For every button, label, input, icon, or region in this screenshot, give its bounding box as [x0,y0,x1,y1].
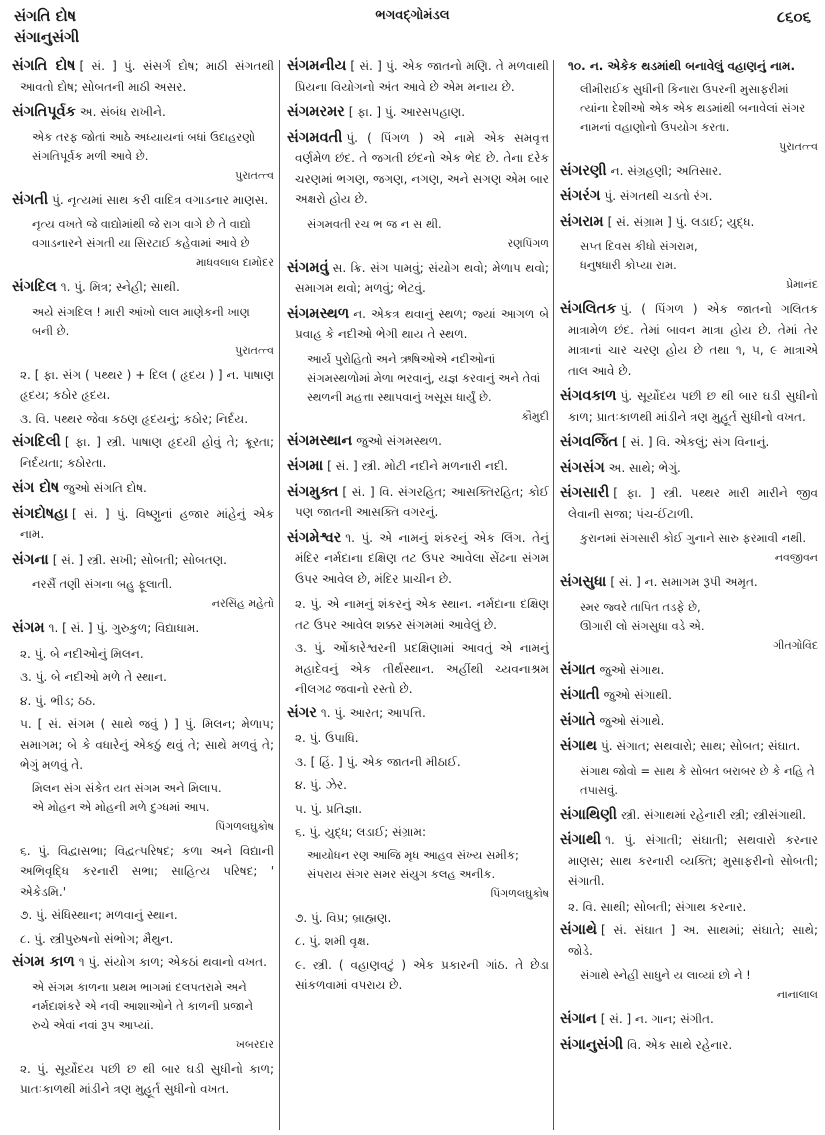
sense-definition: ૩. વિ. પથ્થર જેવા કઠણ હૃદયનું; કઠોર; નિર્દય. [20,411,249,426]
sense-definition: ૨. પું. બે નદીઓનું મિલન. [20,646,144,661]
book-title: ભગવદ્‌ગોમંડલ [375,8,450,23]
definition: [ સં. ] પું. એક જાતનો મણિ. તે મળવાથી પ્રિયના વિયોગનો અંત આવે છે એમ મનાય છે. [295,59,549,94]
definition: પું. સંગતથી ચડતો રંગ. [604,189,713,203]
definition: ન. સંગ્રહણી; અતિસાર. [610,163,722,178]
definition: અ. સંબંધ રાખીને. [79,105,166,119]
dictionary-entry [560,805,818,826]
headword: સંગલિતક [560,301,617,317]
definition: [ સં. ] વિ. એકલું; સંગ વિનાનું. [621,435,770,449]
dictionary-entry [560,386,818,427]
dictionary-entry [560,660,818,681]
citation-quote [287,215,549,253]
quote-line: સપ્ત દિવસ કીધો સંગરામ, [580,239,698,253]
sense-definition: ૩. [ હિં. ] પું. એક જાતની મીઠાઈ. [295,754,461,769]
headword: સંગવકાળ [560,388,617,404]
definition: પું. ( પિંગળ ) એક જાતનો ગલિતક માત્રામેળ છંદ. તેમાં બાવન માત્રા હોય છે. તેમાં તેર માત્રાનાં ચાર ચરણ હોય છે તથા ૧, ૫, ૯ માત્રાએ તાલ આવે છે. [568,302,818,378]
sense-definition: ૨. પું. ઉપાધિ. [295,731,359,745]
dictionary-entry [560,483,818,524]
dictionary-entry [287,128,549,210]
citation-quote [12,978,274,1054]
headword: સંગમવતી [287,129,343,146]
dictionary-entry [287,258,549,299]
headword: સંગમસ્થાન [287,432,353,449]
headword: સંગાથી [560,832,602,848]
definition: પું. સૂર્યોદય પછી છ થી બાર ઘડી સુધીનો કાળ; પ્રાતઃકાળથી માંડીને ત્રણ મુહૂર્ત સુધીનો વખત. [568,389,818,424]
dictionary-entry [287,456,549,477]
headword: સંગાતી [560,687,600,703]
dictionary-entry [560,212,818,233]
sense-definition: ૭. પું. સંધિસ્થાન; મળવાનું સ્થાન. [20,908,178,922]
quote-line: અયે સંગદિલ ! મારી આંખો લાલ માણેકની ખાણ બની છે. [32,304,250,338]
definition: [ સં. ] વિ. સંગરહિત; આસક્તિરહિત; કોઈ પણ જાતની આસક્તિ વગરનું. [295,484,549,519]
headword: સંગાનુસંગી [560,1036,624,1053]
definition: ૧. પું. આરત; આપત્તિ. [320,705,426,720]
quote-source: નરસિંહ મહેતો [211,597,274,610]
dictionary-entry [287,304,549,345]
quote-source: માધવલાલ દામોદર [196,256,274,269]
definition: [ ફા. ] સ્ત્રી. પાષાણ હૃદયી હોવું તે; ક્રૂરતા; નિર્દયતા; કઠોરતા. [20,435,274,470]
definition: ન. એકત્ર થવાનું સ્થળ; જ્યાં આગળ બે પ્રવાહ કે નદીઓ ભેગી થાય તે સ્થળ. [295,306,549,341]
dictionary-entry [12,550,274,571]
quote-source: કૌમુદી [521,409,549,423]
quote-line: નરસૈં તણી સંગના બહુ ફૂલાતી. [32,577,173,591]
headword: સંગમા [287,458,324,474]
citation-quote [12,779,274,836]
column-1 [12,56,274,1131]
sense-definition: ૮. પું. શમી વૃક્ષ. [295,934,370,948]
citation-quote [12,303,274,360]
dictionary-entry [12,102,274,123]
definition: [ સં. સંગ્રામ ] પું. લડાઈ; યુદ્ધ. [607,214,755,229]
citation-quote [12,575,274,613]
quote-line: સંગમવતી રચ ભ જ ન સ થી. [307,216,442,231]
sense-definition: ૨. વિ. સાથી; સોબતી; સંગાથ કરનાર. [568,899,747,914]
quote-source: પ્રેમાનંદ [786,278,818,291]
headword: સંગતિપૂર્વક [12,104,76,120]
quote-line: સંગાથ જોવો = સાથ કે સોબત બરાબર છે કે નહિ તે તપાસવું. [580,763,815,797]
quote-line: ઊગારી લો સંગસુધા વડે એ. [580,618,705,633]
sense-definition: ૩. પું. બે નદીઓ મળે તે સ્થાન. [20,670,167,684]
dictionary-entry [287,528,549,590]
sense-definition: ૫. [ સં. સંગમ ( સાથે જવું ) ] પું. મિલન; મેળાપ; સમાગમ; બે કે વધારેનું એકઠું થવું તે; સાથે મળવું તે; ભેગું મળવું તે. [20,717,274,772]
definition: વિ. એક સાથે રહેનાર. [627,1037,733,1052]
quote-line: આર્ય પુરોહિતો અને ઋષિઓએ નદીઓનાં સંગમસ્થળોમાં મેળા ભરવાનું, યજ્ઞ કરવાનું અને તેવાં સ્થળની મહત્તા સ્થાપવાનું ખસૂસ ધાર્યું છે. [307,351,541,404]
definition: જુઓ સંગાથી. [603,688,672,702]
dictionary-entry [560,186,818,207]
headword: સંગદિલ [12,279,57,295]
headword: સંગાથિણી [560,806,618,823]
definition: ૧. પું. સંગાતી; સંઘાતી; સથવારો કરનાર માણસ; સાથ કરનારી વ્યક્તિ; મુસાફરીનો સોબતી; સંગાતી. [568,833,818,888]
quote-source: પિંગળલઘુકોષ [490,886,549,900]
definition: જુઓ સંગતિ દોષ. [63,481,147,495]
definition: ૧ પું. સંયોગ કાળ; એકઠાં થવાનો વખત. [78,955,267,969]
definition: [ સં. સંઘાત ] અ. સાથમાં; સંઘાતે; સાથે; જોડે. [568,923,818,958]
quote-line: ધનુષધારી કોપ્યા રામ. [580,258,677,272]
sense-definition: ૮. પું. સ્ત્રીપુરુષનો સંભોગ; મૈથુન. [20,931,174,946]
headword: સંગમસ્થળ [287,305,350,322]
dictionary-entry [560,572,818,593]
dictionary-entry [287,703,549,724]
headword: સંગમ [12,620,45,636]
quote-source: પુરાતત્ત્વ [235,168,274,182]
column-3 [560,56,818,1131]
headword: સંગાત [560,661,596,678]
quote-source: પિંગળલઘુકોષ [215,819,274,833]
definition: પું. સંગાત; સથવારો; સાથ; સોબત; સંઘાત. [601,739,801,753]
headword: સંગસુધા [560,574,607,590]
headword: સંગમરમર [287,104,345,120]
dictionary-entry [560,711,818,732]
dictionary-entry [12,478,274,499]
definition: જુઓ સંગાથ. [599,662,665,677]
headword: સંગમવું [287,259,329,276]
sense-definition: ૪. પું. ભીડ; ઠઠ. [20,693,96,708]
dictionary-entry [12,952,274,973]
headword: સંગતી [12,191,49,208]
sense-definition: ૯. સ્ત્રી. ( વહાણવટું ) એક પ્રકારની ગાંઠ. તે છેડા સાંકળવામાં વપરાય છે. [295,957,549,992]
definition: [ સં. ] ન. સમાગમ રૂપી અમૃત. [610,575,758,589]
citation-quote [560,762,818,800]
dictionary-entry [560,299,818,381]
definition: જુઓ સંગાથે. [599,713,665,728]
column-divider [279,60,280,1130]
dictionary-entry [287,56,549,97]
dictionary-entry [560,920,818,961]
headword: સંગાતે [560,712,596,729]
dictionary-entry [560,1009,818,1030]
dictionary-entry [560,830,818,892]
definition: [ સં. ] પું. સંસર્ગ દોષ; માઠી સંગતથી આવતો દોષ; સોબતની માઠી અસર. [20,59,274,94]
definition: [ સં. ] ન. ગાન; સંગીત. [600,1012,714,1026]
dictionary-entry [12,432,274,473]
quote-line: એક તરફ જોતાં આઠે અધ્યાયનાં બધાં ઉદાહરણો સંગતિપૂર્વક મળી આવે છે. [32,129,256,163]
citation-quote [12,128,274,185]
headword: સંગમુક્ત [287,483,339,500]
definition: [ ફા. ] સ્ત્રી. પથ્થર મારી મારીને જીવ લેવાની સજા; પંચ-ઈંટાળી. [568,486,818,521]
quote-source: ખબરદાર [235,1037,274,1051]
quote-line: મિલન સંગ સંકેત યત સંગમ અને મિલાપ. [32,780,222,795]
headword: સંગમેશ્વર [287,529,342,546]
first-guide-word: સંગતિ દોષ [14,7,77,25]
quote-source: ગીતગોવિંદ [773,638,818,652]
page-number: ૮૬૦૬ [776,8,811,26]
quote-source: પુરાતત્ત્વ [235,343,274,357]
headword: સંગર [287,704,317,721]
citation-quote [287,846,549,903]
headword: સંગવર્જિત [560,434,618,450]
headword: સંગાન [560,1011,597,1027]
sense-definition: ૧૦. ન. એકેક થડમાંથી બનાવેલું વહાણનું નામ. [568,59,795,73]
headword: સંગમ કાળ [12,954,75,970]
citation-quote [12,215,274,272]
dictionary-entry [287,102,549,123]
dictionary-entry [560,1035,818,1056]
quote-line: નૃત્ય વખતે જે વાદ્યોમાંથી જે રાગ વાગે છે તે વાદ્યો વગાડનારને સંગતી યા સિરટાઈ કહેવામાં આવે છે [32,217,251,250]
sense-definition: ૨. [ ફા. સંગ ( પથ્થર ) + દિલ ( હૃદય ) ] ન. પાષાણ હૃદય; કઠોર હૃદય. [20,367,274,402]
headword: સંગતિ દોષ [12,58,76,74]
quote-line: સ્મર જ્વરે તાપિત તડફે છે, [580,599,701,614]
definition: ૧. પું. મિત્ર; સ્નેહી; સાથી. [60,280,180,294]
sense-definition: ૩. પું. ઓંકારેશ્વરની પ્રદક્ષિણામાં આવતું એ નામનું મહાદેવનું એક તીર્થસ્થાન. અહીંથી ચ્યવનાશ્રમ નીલગઢ જવાનો રસ્તો છે. [295,641,549,696]
headword: સંગદોષહા [12,505,69,522]
sense-definition: ૫. પું. પ્રતિજ્ઞા. [295,801,363,816]
sense-definition: ૬. પું. યુદ્ધ; લડાઈ; સંગ્રામ: [295,825,427,839]
quote-line: એ મોહન એ મોહની મળે દુગ્ધમાં આપ. [32,799,210,814]
definition: અ. સાથે; ભેગું. [608,460,681,475]
dictionary-entry [12,56,274,97]
dictionary-entry [560,736,818,757]
dictionary-entry [287,431,549,452]
definition: જુઓ સંગમસ્થળ. [356,433,442,448]
column-2 [287,56,549,1131]
dictionary-entry [12,618,274,639]
sense-definition: ૨. પું. સૂર્યોદય પછી છ થી બાર ઘડી સુધીનો કાળ; પ્રાતઃકાળથી માંડીને ત્રણ મુહૂર્ત સુધીનો વખત. [20,1061,274,1096]
citation-quote [287,350,549,426]
definition: [ ફા. ] પું. આરસપહાણ. [348,105,466,119]
quote-source: પુરાતત્ત્વ [779,139,818,153]
headword: સંગરણી [560,162,607,179]
definition: [ સં. ] સ્ત્રી. સખી; સોબતી; સોબતણ. [52,552,227,567]
citation-quote [560,966,818,1004]
quote-line: આયોધન રણ આજિ મૃધ આહવ સંખ્ય સમીક; સંપરાય સંગર સમર સંયુગ કલહ અનીક. [307,847,519,881]
headword: સંગરામ [560,213,604,230]
last-guide-word: સંગાનુસંગી [14,28,80,46]
sense-definition: ૨. પું. એ નામનું શંકરનું એક સ્થાન. નર્મદાના દક્ષિણ તટ ઉપર આવેલ શક્કર સંગમમાં આવેલું છે. [295,597,549,632]
quote-source: નાનાલાલ [776,988,818,1001]
quote-line: સંગાથે સ્નેહી સાધુને ય લાવ્યાં છો ને ! [580,968,751,982]
definition: પું. ( પિંગળ ) એ નામે એક સમવૃત્ત વર્ણમેળ છંદ. તે જગતી છંદનો એક ભેદ છે. તેના દરેક ચરણમાં ભગણ, જગણ, નગણ, અને સગણ એમ બાર અક્ષરો હોય છે. [295,130,549,206]
dictionary-entry [12,277,274,298]
dictionary-entry [560,161,818,182]
headword: સંગરંગ [560,188,601,204]
page-header [0,0,825,52]
headword: સંગાથ [560,738,598,754]
quote-source: રણપિંગળ [507,236,549,250]
headword: સંગસારી [560,485,610,501]
sense-definition: ૪. પું. ઝેર. [295,778,347,792]
citation-quote [560,237,818,294]
citation-quote [560,80,818,156]
headword: સંગ દોષ [12,480,60,496]
definition: [ સં. ] સ્ત્રી. મોટી નદીને મળનારી નદી. [327,459,508,473]
dictionary-entry [12,504,274,545]
quote-source: નવજીવન [774,551,818,564]
definition: સ્ત્રી. સંગાથમાં રહેનારી સ્ત્રી; સ્ત્રીસંગાથી. [621,807,807,822]
definition: ૧. પું. એ નામનું શંકરનું એક લિંગ. તેનું મંદિર નર્મદાના દક્ષિણ તટ ઉપર આવેલા સેંઢના સંગમ ઉપર આવેલ છે, મંદિર પ્રાચીન છે. [295,530,549,586]
headword: સંગાથે [560,922,598,938]
citation-quote [560,529,818,567]
column-divider [553,60,554,1130]
definition: ૧. [ સં. ] પું. ગુરુકુળ; વિદ્યાધામ. [48,621,200,635]
sense-definition: ૬. પું. વિદ્વાસભા; વિદ્વત્પરિષદ; કળા અને વિદ્યાની અભિવૃદ્ધિ કરનારી સભા; સાહિત્ય પરિષદ; ' એકેડમિ.' [20,843,274,899]
headword: સંગસંગ [560,459,605,476]
headword: સંગદિલી [12,434,61,450]
dictionary-entry [12,190,274,211]
dictionary-entry [287,482,549,523]
quote-line: એ સંગમ કાળના પ્રથમ ભાગમાં દલપતરામે અને નર્મદાશંકરે એ નવી આશાઓને તે કાળની પ્રજાને રુચે એવાં નવાં રૂપ આપ્યાં. [32,979,254,1032]
dictionary-entry [560,432,818,453]
dictionary-entry [560,685,818,706]
definition: પું. નૃત્યમાં સાથ કરી વાદિત્ર વગાડનાર માણસ. [52,192,269,207]
headword: સંગના [12,551,49,568]
headword: સંગમનીય [287,58,347,74]
definition: સ. ક્રિ. સંગ પામવું; સંયોગ થવો; મેળાપ થવો; સમાગમ થવો; મળવું; ભેટવું. [295,260,549,295]
sense-definition: ૭. પું. વિપ્ર; બ્રાહ્મણ. [295,910,392,925]
quote-line: કુરાનમાં સંગસારી કોઈ ગુનાને સારુ ફરમાવી નથી. [580,531,807,545]
citation-quote [560,598,818,655]
definition: [ સં. ] પું. વિષ્ણુનાં હજાર માંહેનું એક નામ. [20,506,274,541]
dictionary-entry [560,458,818,479]
quote-line: લીમીરાઈક સુધીની કિનારા ઉપરની મુસાફરીમાં ત્યાંના દેશીઓ એક એક થડમાંથી બનાવેલાં સંગર નામનાં વહાણોનો ઉપયોગ કરતા. [580,81,806,134]
